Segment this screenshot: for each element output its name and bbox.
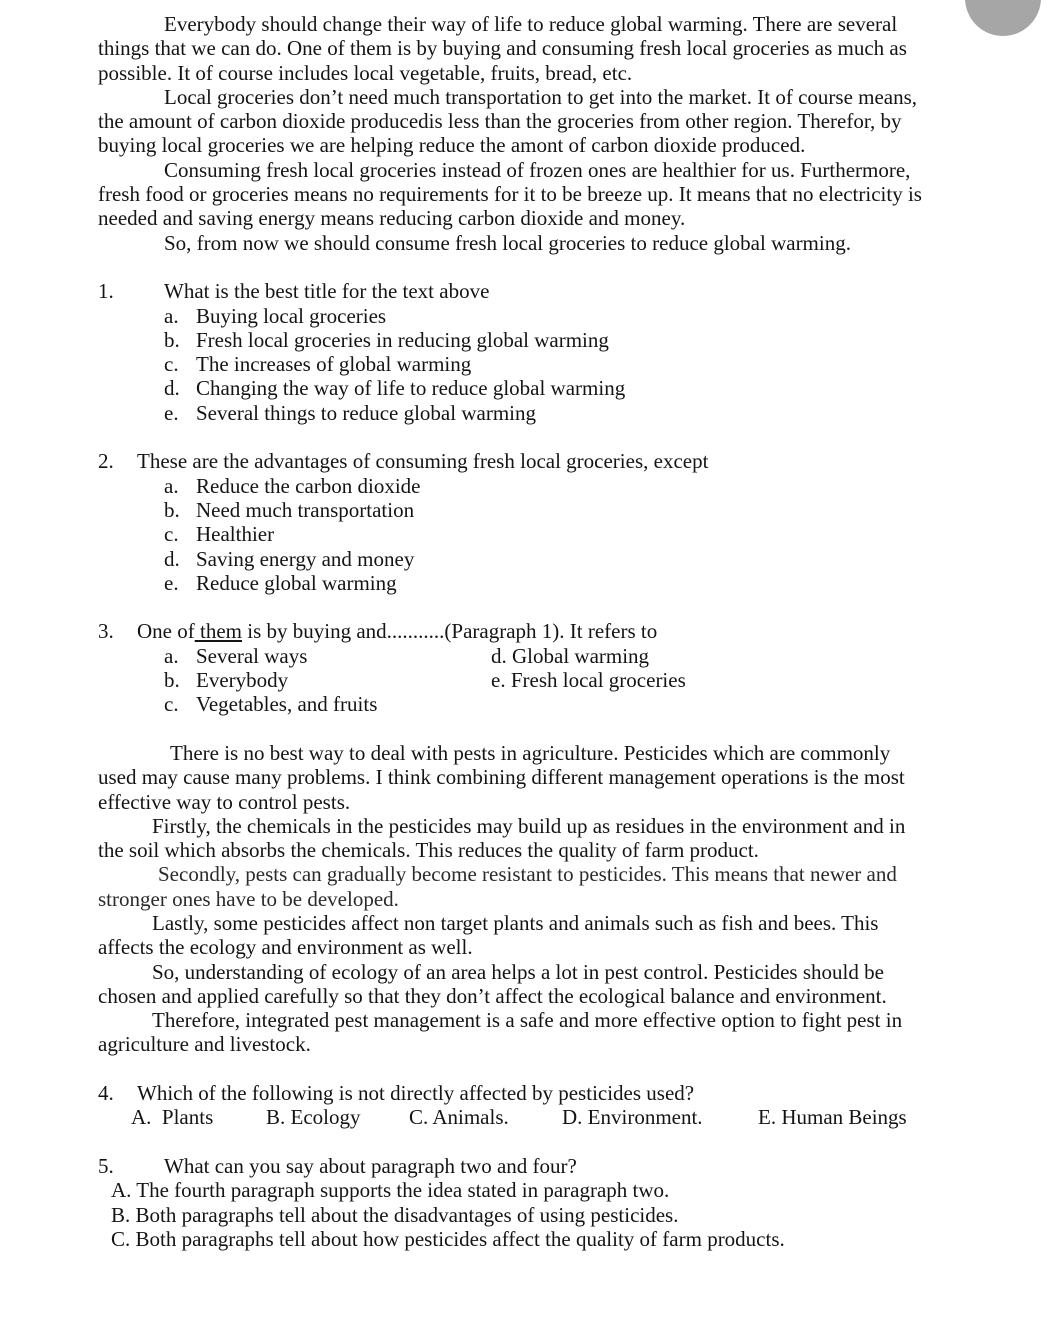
passage2-paragraph-6: Therefore, integrated pest management is a safe and more effective option to fight pest in agriculture and livestock. [98,1008,903,1057]
question-3 [98,619,928,716]
option-d[interactable]: d. Global warming [491,643,650,668]
question-text: What is the best title for the text above [164,279,490,304]
option-a[interactable]: A. The fourth paragraph supports the idea stated in paragraph two. [111,1178,670,1203]
option-d[interactable]: d. Saving energy and money [164,546,415,571]
worksheet-page [98,12,928,1251]
option-a[interactable]: a. Several ways [164,643,308,668]
passage-global-warming [98,12,928,255]
option-b[interactable]: b. Need much transportation [164,497,415,522]
options-list [164,304,928,425]
passage2-paragraph-3: Secondly, pests can gradually become resistant to pesticides. This means that newer and stronger ones have to be developed. [98,862,897,911]
passage-pesticides [98,741,928,1057]
passage1-paragraph-2: Local groceries don’t need much transportation to get into the market. It of course means, the amount of carbon dioxide producedis less than the groceries from other region. Therefor, by buying local groceries we are helping reduce the amont of carbon dioxide produced. [98,84,918,158]
corner-circle-shape [965,0,1041,36]
options-list [111,1178,928,1251]
option-a[interactable]: a. Buying local groceries [164,303,387,328]
option-a[interactable]: a. Reduce the carbon dioxide [164,473,421,498]
option-b[interactable]: B. Ecology [266,1105,361,1130]
question-2 [98,449,928,595]
options-list [164,644,928,717]
question-5 [98,1154,928,1251]
option-c[interactable]: C. Both paragraphs tell about how pesticides affect the quality of farm products. [111,1226,785,1251]
option-e[interactable]: e. Reduce global warming [164,570,397,595]
passage1-paragraph-1: Everybody should change their way of life to reduce global warming. There are several things that we can do. One of them is by buying and consuming fresh local groceries as much as possible. It of course includes local vegetable, fruits, bread, etc. [98,12,907,85]
option-e[interactable]: e. Several things to reduce global warming [164,400,536,425]
question-text: What can you say about paragraph two and four? [164,1153,577,1178]
option-b[interactable]: B. Both paragraphs tell about the disadvantages of using pesticides. [111,1202,679,1227]
option-c[interactable]: c. The increases of global warming [164,352,472,377]
passage2-paragraph-4: Lastly, some pesticides affect non target plants and animals such as fish and bees. This affects the ecology and environment as well. [98,910,879,960]
option-a[interactable]: A. Plants [131,1105,214,1130]
option-b[interactable]: b. Everybody [164,668,289,693]
question-number: 1. [98,279,114,304]
option-e[interactable]: E. Human Beings [758,1105,907,1130]
underlined-word: them [194,619,242,644]
question-number: 3. [98,619,114,644]
option-d[interactable]: d. Changing the way of life to reduce global warming [164,376,626,401]
passage2-paragraph-2: Firstly, the chemicals in the pesticides may build up as residues in the environment and in the soil which absorbs the chemicals. This reduces the quality of farm product. [98,813,906,863]
question-text: Which of the following is not directly affected by pesticides used? [137,1081,695,1106]
passage2-paragraph-1: There is no best way to deal with pests in agriculture. Pesticides which are commonly used may cause many problems. I think combining different management operations is the most effective way to control pests. [98,740,905,814]
option-c[interactable]: c. Vegetables, and fruits [164,692,378,717]
question-text: These are the advantages of consuming fresh local groceries, except [137,449,709,474]
question-4 [98,1081,928,1130]
passage1-paragraph-3: Consuming fresh local groceries instead of frozen ones are healthier for us. Furthermore, fresh food or groceries means no requirements for it to be breeze up. It means that no electricity is needed and saving energy means reducing carbon dioxide and money. [98,157,922,231]
question-number: 5. [98,1153,114,1178]
options-list [131,1105,928,1129]
passage2-paragraph-5: So, understanding of ecology of an area helps a lot in pest control. Pesticides should be chosen and applied carefully so that they don’t affect the ecological balance and environment. [98,959,887,1008]
option-c[interactable]: c. Healthier [164,522,275,547]
option-b[interactable]: b. Fresh local groceries in reducing global warming [164,327,609,352]
option-e[interactable]: e. Fresh local groceries [491,668,686,693]
question-1 [98,279,928,425]
option-d[interactable]: D. Environment. [562,1105,703,1130]
question-text: One of them is by buying and...........(Paragraph 1). It refers to [137,619,658,644]
options-list [164,474,928,595]
question-number: 2. [98,449,114,474]
question-number: 4. [98,1081,114,1106]
passage1-paragraph-4: So, from now we should consume fresh local groceries to reduce global warming. [164,230,851,255]
option-c[interactable]: C. Animals. [409,1105,509,1130]
